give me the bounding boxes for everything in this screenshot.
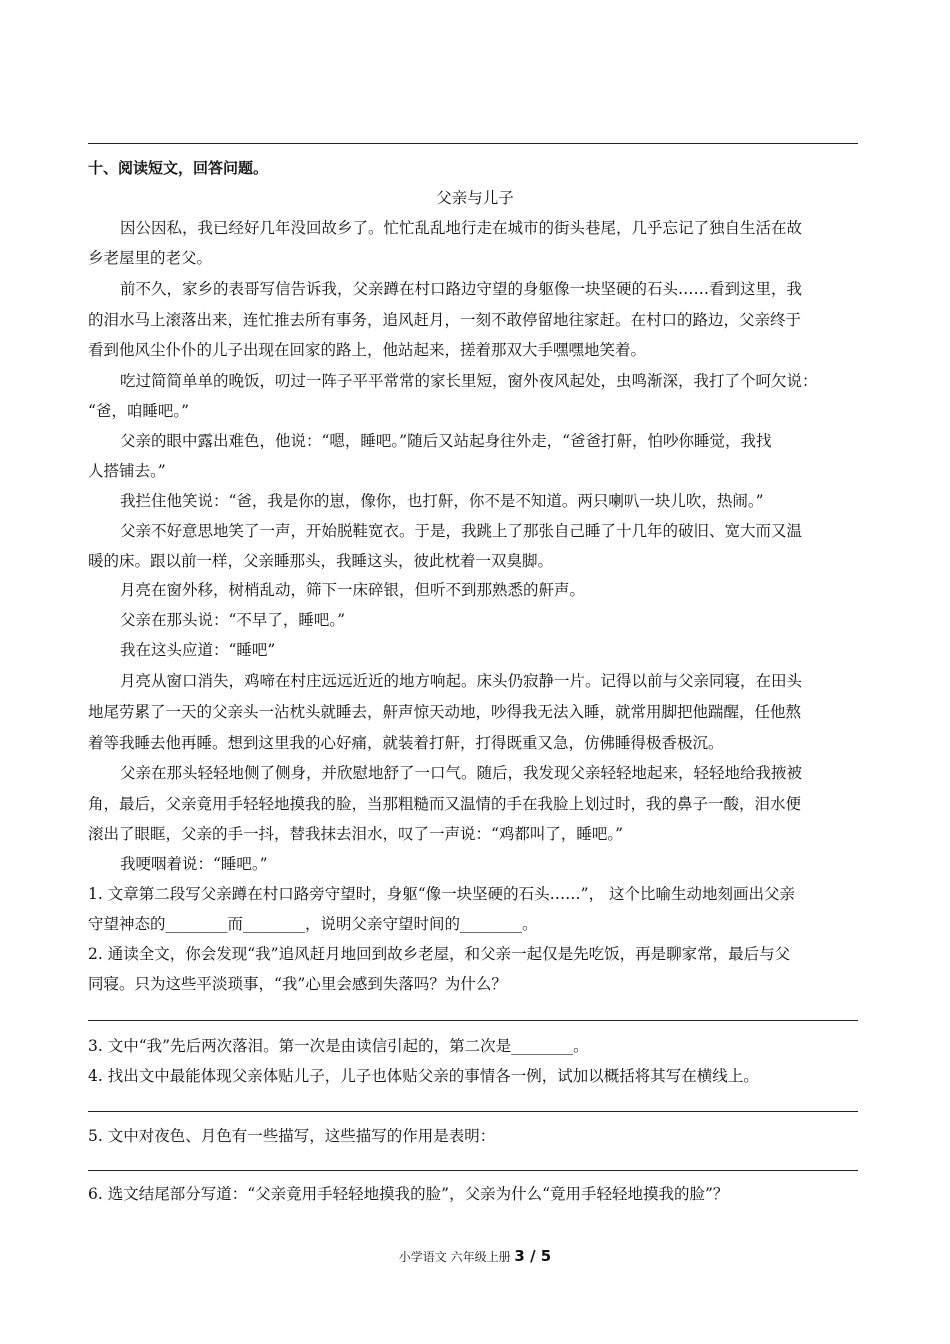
passage-title: 父亲与儿子 — [436, 189, 514, 207]
question-2-line: 同寝。只为这些平淡琐事，“我”心里会感到失落吗？为什么？ — [88, 975, 507, 993]
question-2-line: 2. 通读全文，你会发现“我”追风赶月地回到故乡老屋，和父亲一起仅是先吃饭，再是聊家常，最后与父 — [88, 945, 791, 963]
question-3: 3. 文中“我”先后两次落泪。第一次是由读信引起的，第二次是________。 — [88, 1037, 589, 1055]
passage-line: 前不久，家乡的表哥写信告诉我，父亲蹲在村口路边守望的身躯像一块坚硬的石头……看到这里，我 — [120, 280, 803, 298]
answer-line-2 — [88, 1020, 858, 1021]
question-5: 5. 文中对夜色、月色有一些描写，这些描写的作用是表明： — [88, 1127, 496, 1145]
passage-line: 的泪水马上滚落出来，连忙推去所有事务，追风赶月，一刻不敢停留地往家赶。在村口的路边，父亲终于 — [88, 311, 802, 329]
passage-line: 月亮在窗外移，树梢乱动，筛下一床碎银，但听不到那熟悉的鼾声。 — [120, 581, 586, 599]
passage-line: 看到他风尘仆仆的儿子出现在回家的路上，他站起来，搓着那双大手嘿嘿地笑着。 — [88, 341, 647, 359]
passage-line: 暖的床。跟以前一样，父亲睡那头，我睡这头，彼此枕着一双臭脚。 — [88, 552, 554, 570]
page-footer — [0, 1247, 950, 1266]
passage-line: 月亮从窗口消失，鸡啼在村庄远远近近的地方响起。床头仍寂静一片。记得以前与父亲同寝，在田头 — [120, 672, 803, 690]
answer-line-4 — [88, 1111, 858, 1112]
passage-line: 着等我睡去他再睡。想到这里我的心好痛，就装着打鼾，打得既重又急，仿佛睡得极香极沉。 — [88, 734, 724, 752]
passage-line: 我在这头应道：“睡吧” — [120, 641, 276, 659]
passage-line: 地尾劳累了一天的父亲头一沾枕头就睡去，鼾声惊天动地，吵得我无法入睡，就常用脚把他踹醒，任他熬 — [88, 703, 802, 721]
passage-line: 父亲的眼中露出难色，他说：“嗯，睡吧。”随后又站起身往外走，“爸爸打鼾，怕吵你睡觉，我找 — [120, 432, 772, 450]
passage-line: 角，最后，父亲竟用手轻轻地摸我的脸，当那粗糙而又温情的手在我脸上划过时，我的鼻子一酸，泪水便 — [88, 795, 802, 813]
passage-line: 父亲在那头说：“不早了，睡吧。” — [120, 611, 346, 629]
page-number-separator: / — [524, 1247, 541, 1265]
passage-line: 父亲在那头轻轻地侧了侧身，并欣慰地舒了一口气。随后，我发现父亲轻轻地起来，轻轻地给我掖被 — [120, 764, 803, 782]
passage-line: 乡老屋里的老父。 — [88, 249, 213, 267]
page-number-current: 3 — [514, 1247, 525, 1265]
question-6: 6. 选文结尾部分写道：“父亲竟用手轻轻地摸我的脸”，父亲为什么“竟用手轻轻地摸我的脸”？ — [88, 1185, 729, 1203]
passage-line: 因公因私，我已经好几年没回故乡了。忙忙乱乱地行走在城市的街头巷尾，几乎忘记了独自生活在故 — [120, 219, 803, 237]
passage-line: 我拦住他笑说：“爸，我是你的崽，像你，也打鼾，你不是不知道。两只喇叭一块儿吹，热闹。” — [120, 492, 764, 510]
passage-line: 人搭铺去。” — [88, 462, 166, 480]
passage-line: 吃过简简单单的晚饭，叨过一阵子平平常常的家长里短，窗外夜风起处，虫鸣渐深，我打了个呵欠说： — [120, 372, 818, 390]
answer-line-5 — [88, 1170, 858, 1171]
section-heading: 十、阅读短文，回答问题。 — [88, 159, 269, 177]
passage-line: “爸，咱睡吧。” — [88, 402, 190, 420]
footer-subject: 小学语文 六年级上册 — [398, 1250, 511, 1264]
passage-line: 滚出了眼眶，父亲的手一抖，替我抹去泪水，叹了一声说：“鸡都叫了，睡吧。” — [88, 825, 624, 843]
page-number-total: 5 — [540, 1247, 552, 1265]
passage-line: 我哽咽着说：“睡吧。” — [120, 855, 268, 873]
question-1-line: 守望神态的________而________，说明父亲守望时间的________。 — [88, 915, 538, 933]
question-4: 4. 找出文中最能体现父亲体贴儿子，儿子也体贴父亲的事情各一例，试加以概括将其写在横线上。 — [88, 1067, 759, 1085]
top-answer-line — [88, 143, 858, 144]
question-1-line: 1. 文章第二段写父亲蹲在村口路旁守望时，身躯“像一块坚硬的石头……”， 这个比喻生动地刻画出父亲 — [88, 885, 795, 903]
passage-line: 父亲不好意思地笑了一声，开始脱鞋宽衣。于是，我跳上了那张自己睡了十几年的破旧、宽大而又温 — [120, 522, 803, 540]
